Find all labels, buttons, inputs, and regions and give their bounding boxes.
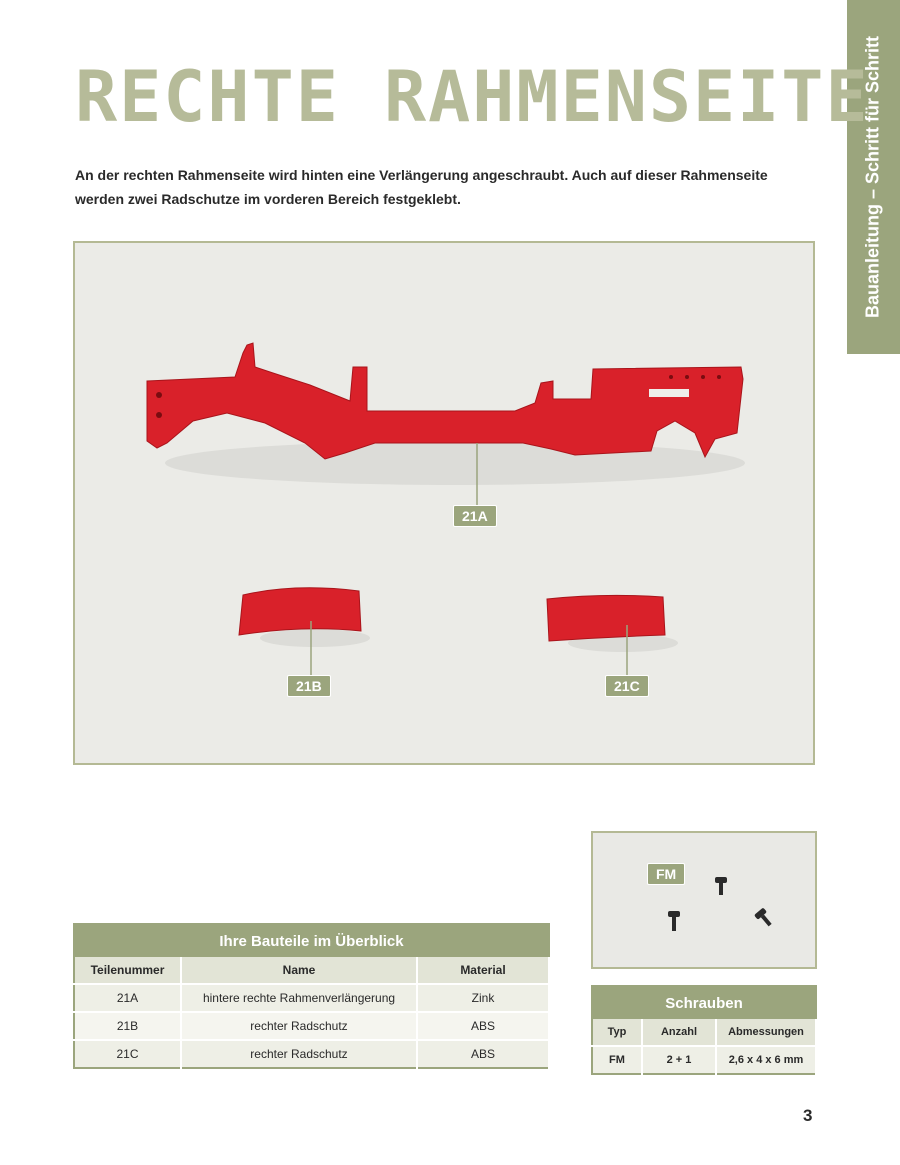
label-21b: 21B — [287, 675, 331, 697]
label-21c: 21C — [605, 675, 649, 697]
table-cell: 2,6 x 4 x 6 mm — [716, 1046, 816, 1074]
fender-part-21b — [239, 588, 361, 635]
table-row — [592, 1046, 816, 1074]
frame-shadow — [165, 441, 745, 485]
table-cell: ABS — [417, 1040, 549, 1068]
screw-illustration — [593, 833, 815, 967]
screws-table-caption: Schrauben — [592, 986, 816, 1019]
frame-part-21a — [147, 343, 743, 459]
parts-illustration — [75, 243, 813, 763]
parts-photo — [73, 241, 815, 765]
screws-table-header: Typ — [592, 1019, 642, 1046]
frame-slot — [649, 389, 689, 397]
table-row — [74, 1040, 549, 1068]
frame-hole — [717, 375, 721, 379]
label-21a: 21A — [453, 505, 497, 527]
frame-hole — [156, 412, 162, 418]
table-cell: rechter Radschutz — [181, 1040, 417, 1068]
screw-icon — [754, 907, 775, 929]
table-cell: hintere rechte Rahmenverlängerung — [181, 984, 417, 1012]
frame-hole — [685, 375, 689, 379]
screw-photo — [591, 831, 817, 969]
screws-table-header: Anzahl — [642, 1019, 716, 1046]
fender-b-shadow — [260, 629, 370, 647]
frame-hole — [156, 392, 162, 398]
side-tab — [847, 0, 900, 354]
screws-table — [591, 985, 817, 1075]
parts-table-caption: Ihre Bauteile im Überblick — [74, 924, 549, 957]
table-cell: Zink — [417, 984, 549, 1012]
parts-table-header: Teilenummer — [74, 957, 181, 984]
table-cell: 21B — [74, 1012, 181, 1040]
table-row — [74, 1012, 549, 1040]
table-cell: 21A — [74, 984, 181, 1012]
screw-icon — [715, 877, 727, 895]
table-cell: 21C — [74, 1040, 181, 1068]
screw-icon — [668, 911, 680, 931]
label-fm: FM — [647, 863, 685, 885]
fender-part-21c — [547, 595, 665, 641]
table-cell: 2 + 1 — [642, 1046, 716, 1074]
parts-table-header: Material — [417, 957, 549, 984]
frame-hole — [669, 375, 673, 379]
frame-hole — [701, 375, 705, 379]
parts-table-header: Name — [181, 957, 417, 984]
intro-text: An der rechten Rahmenseite wird hinten eine Verlängerung angeschraubt. Auch auf dieser Rahmenseite werden zwei Radschutze im vorderen Bereich festgeklebt. — [75, 167, 768, 207]
screws-table-header: Abmessungen — [716, 1019, 816, 1046]
page-number: 3 — [803, 1106, 813, 1125]
page-title: RECHTE RAHMENSEITE — [75, 56, 870, 138]
table-cell: FM — [592, 1046, 642, 1074]
table-row — [74, 984, 549, 1012]
table-cell: ABS — [417, 1012, 549, 1040]
side-tab-text: Bauanleitung – Schritt für Schritt — [862, 35, 883, 319]
table-cell: rechter Radschutz — [181, 1012, 417, 1040]
parts-table — [73, 923, 550, 1069]
